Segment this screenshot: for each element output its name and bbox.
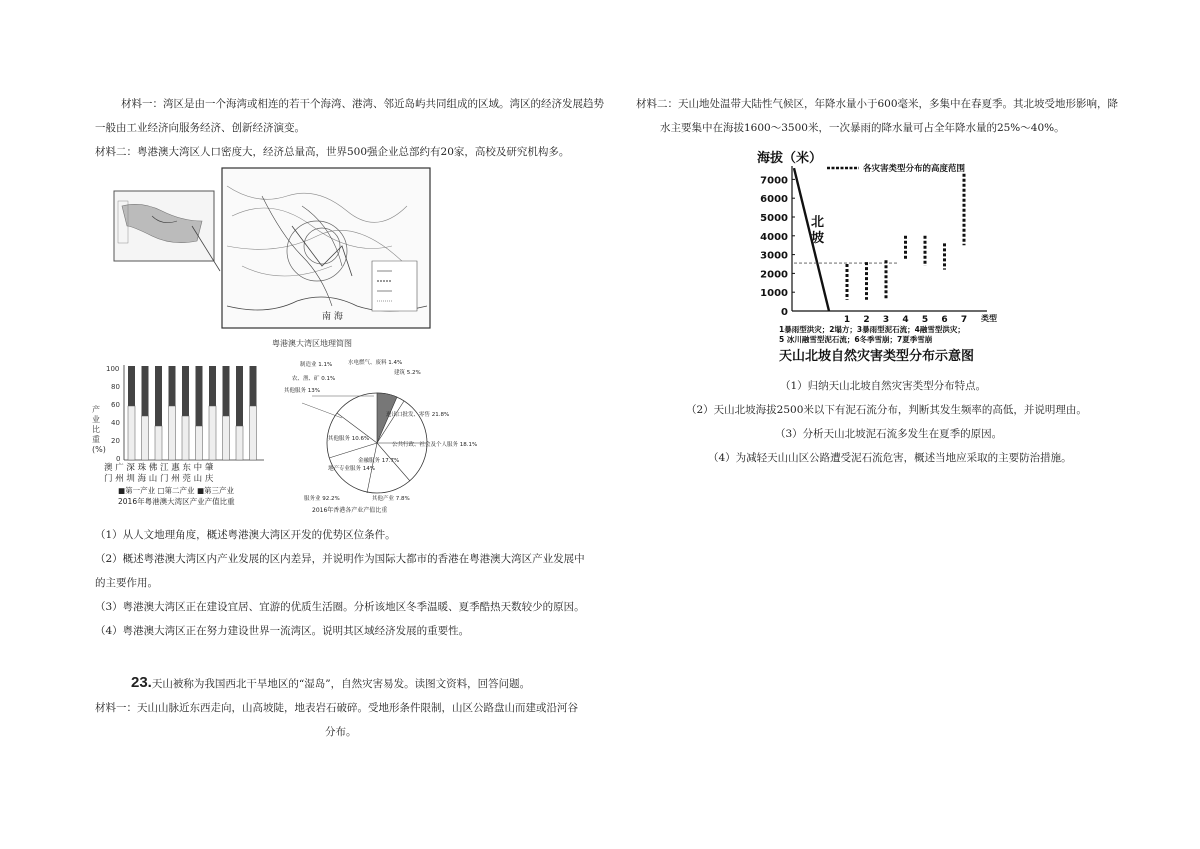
material1-line2: 一般由工业经济向服务经济、创新经济演变。 [95, 122, 305, 134]
y-tick-label: 5000 [760, 213, 788, 224]
industry-bar-secondary [250, 406, 257, 460]
svg-text:0: 0 [116, 455, 121, 463]
bar-cities-row2: 门 州 圳 海 山 门 州 莞 山 庆 [104, 474, 214, 484]
industry-bar-tertiary [223, 366, 230, 416]
pie-label-6: 金融服务 17.7% [358, 458, 400, 464]
industry-bar-secondary [196, 426, 203, 460]
left-q2-line1: （2）概述粤港澳大湾区内产业发展的区内差异，并说明作为国际大都市的香港在粤港澳大湾区产业发展中 [95, 553, 585, 565]
chart-title: 天山北坡自然灾害类型分布示意图 [779, 349, 975, 364]
industry-bar-secondary [169, 406, 176, 460]
y-tick-label: 0 [781, 307, 788, 318]
q23-material1-line1: 材料一：天山山脉近东西走向，山高坡陡，地表岩石破碎。受地形条件限制，山区公路盘山而建或沿河谷 [95, 702, 578, 714]
pie-label-3: 农、渔、矿 0.1% [292, 376, 336, 382]
right-material2-line1: 材料二：天山地处温带大陆性气候区，年降水量小于600毫米，多集中在春夏季。其北坡受地形影响，降 [636, 98, 1119, 110]
map-caption: 粤港澳大湾区地理简图 [272, 339, 352, 348]
pie-label-2: 建筑 5.2% [394, 370, 421, 376]
pie-title: 2016年香港各产业产值比重 [312, 507, 388, 514]
industry-bar-secondary [223, 416, 230, 460]
industry-bar-tertiary [196, 366, 203, 426]
x-tick-label: 3 [882, 315, 890, 325]
left-q1: （1）从人文地理角度，概述粤港澳大湾区开发的优势区位条件。 [95, 529, 396, 541]
pie-label-9: 其他服务 10.6% [328, 436, 370, 442]
type-legend-line1: 1暴雨型洪灾；2塌方；3暴雨型泥石流；4融雪型洪灾； [779, 325, 965, 334]
tianshan-hazard-chart [755, 142, 1005, 370]
y-tick-label: 2000 [760, 269, 788, 281]
pie-label-10: 服务业 92.2% [304, 496, 340, 502]
question-23 [131, 676, 530, 691]
q23-material1-line2: 分布。 [325, 726, 357, 738]
x-tick-label: 2 [863, 315, 870, 325]
svg-text:产: 产 [92, 405, 100, 414]
y-tick-label: 1000 [760, 288, 788, 300]
left-q4: （4）粤港澳大湾区正在努力建设世界一流湾区。说明其区域经济发展的重要性。 [95, 625, 470, 637]
sea-label: 南 海 [322, 312, 343, 322]
y-tick-label: 4000 [760, 231, 788, 243]
svg-text:20: 20 [111, 437, 120, 445]
svg-text:(%): (%) [92, 445, 106, 454]
industry-bar-tertiary [250, 366, 257, 406]
bay-area-map [112, 166, 432, 356]
left-q3: （3）粤港澳大湾区正在建设宜居、宜游的优质生活圈。分析该地区冬季温暖、夏季酷热天数较少的原因。 [95, 601, 585, 613]
svg-text:比: 比 [92, 425, 100, 434]
pie-label-4: 其他服务 13% [284, 388, 320, 394]
pie-label-5: 进出口批发、零售 21.8% [386, 412, 450, 418]
question-23-number: 23. [131, 674, 152, 691]
y-tick-label: 7000 [760, 175, 788, 187]
industry-bar-tertiary [142, 366, 149, 416]
right-material2-line2: 水主要集中在海拔1600～3500米，一次暴雨的降水量可占全年降水量的25%～40%。 [660, 122, 1065, 134]
industry-bar-tertiary [128, 366, 135, 406]
slope-label-1: 北 [811, 215, 825, 230]
industry-bar-secondary [142, 416, 149, 460]
pie-label-1: 水电燃气、废料 1.4% [348, 360, 403, 366]
industry-bar-secondary [128, 406, 135, 460]
x-tick-label: 6 [941, 315, 948, 325]
right-q1: （1）归纳天山北坡自然灾害类型分布特点。 [780, 380, 987, 392]
svg-text:重: 重 [92, 435, 100, 444]
industry-bar-tertiary [169, 366, 176, 406]
left-q2-line2: 的主要作用。 [95, 577, 158, 589]
slope-label-2: 坡 [811, 231, 825, 246]
material1-line1: 材料一：湾区是由一个海湾或相连的若干个海湾、港湾、邻近岛屿共同组成的区域。湾区的经济发展趋势 [121, 98, 604, 110]
chart-xlabel: 类型 [981, 314, 997, 323]
svg-text:40: 40 [111, 419, 120, 427]
right-q4: （4）为减轻天山山区公路遭受泥石流危害，概述当地应采取的主要防治措施。 [708, 452, 1072, 464]
svg-text:80: 80 [111, 383, 120, 391]
industry-bar-secondary [236, 426, 243, 460]
pie-label-7: 地产专业服务 14% [328, 466, 375, 472]
industry-bar-tertiary [182, 366, 189, 416]
bar-cities-row1: 澳 广 深 珠 佛 江 惠 东 中 肇 [104, 463, 214, 473]
right-q2: （2）天山北坡海拔2500米以下有泥石流分布，判断其发生频率的高低，并说明理由。 [686, 404, 1087, 416]
right-q3: （3）分析天山北坡泥石流多发生在夏季的原因。 [775, 428, 1003, 440]
y-tick-label: 6000 [760, 194, 788, 206]
industry-bar-tertiary [209, 366, 216, 406]
hk-pie-chart [282, 358, 478, 516]
type-legend-line2: 5 冰川融雪型泥石流；6冬季雪崩；7夏季雪崩 [779, 335, 933, 344]
bar-legend: ■第一产业 □第二产业 ■第三产业 [118, 486, 235, 495]
chart-legend: 各灾害类型分布的高度范围 [863, 164, 966, 174]
chart-ylabel: 海拔（米） [757, 151, 823, 166]
pie-label-11: 其他产业 7.8% [372, 496, 410, 502]
svg-text:业: 业 [92, 415, 100, 424]
pie-label-0: 制造业 1.1% [300, 362, 333, 368]
bar-title: 2016年粤港澳大湾区产业产值比重 [118, 497, 235, 506]
x-tick-label: 5 [921, 315, 929, 325]
industry-bar-secondary [209, 406, 216, 460]
svg-text:60: 60 [111, 401, 120, 409]
material2-text: 材料二：粤港澳大湾区人口密度大，经济总量高，世界500强企业总部约有20家，高校及研究机构多。 [95, 146, 570, 158]
x-tick-label: 1 [843, 315, 851, 325]
industry-bar-secondary [155, 426, 162, 460]
pie-label-8: 公共行政、社会及个人服务 18.1% [392, 442, 478, 448]
industry-bar-tertiary [236, 366, 243, 426]
svg-text:100: 100 [106, 365, 120, 373]
y-tick-label: 3000 [760, 250, 788, 262]
industry-bar-chart [92, 360, 272, 515]
industry-bar-secondary [182, 416, 189, 460]
question-23-text: 天山被称为我国西北干旱地区的“湿岛”，自然灾害易发。读图文资料，回答问题。 [151, 678, 531, 690]
industry-bar-tertiary [155, 366, 162, 426]
x-tick-label: 7 [960, 315, 968, 325]
x-tick-label: 4 [902, 315, 909, 325]
